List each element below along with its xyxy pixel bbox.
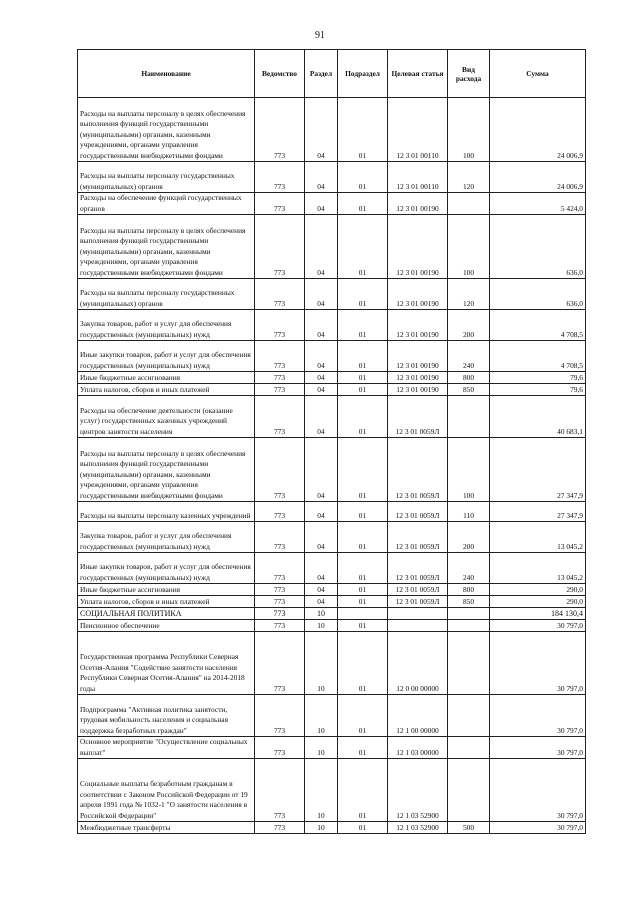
- row-kind: 240: [448, 553, 490, 584]
- row-kind: [448, 632, 490, 695]
- table-row: [78, 372, 586, 384]
- table-row: [78, 341, 586, 372]
- row-section: 04: [305, 596, 338, 608]
- row-name: Государственная программа Республики Северная Осетия-Алания "Содействие занятости населения Республики Северная Осетия-Алания" на 2014-2018 годы: [78, 632, 255, 695]
- row-kind: [448, 193, 490, 215]
- row-section: 04: [305, 98, 338, 162]
- row-section: 04: [305, 372, 338, 384]
- row-article: 12 3 01 00190: [388, 215, 448, 279]
- row-section: 10: [305, 759, 338, 822]
- row-kind: 120: [448, 279, 490, 310]
- header-sum: Сумма: [490, 50, 586, 98]
- row-dept: 773: [255, 737, 305, 759]
- row-article: 12 1 00 00000: [388, 695, 448, 737]
- row-dept: 773: [255, 596, 305, 608]
- row-kind: 200: [448, 522, 490, 553]
- row-kind: 500: [448, 822, 490, 834]
- row-article: 12 3 01 0059Л: [388, 438, 448, 502]
- row-kind: 110: [448, 502, 490, 522]
- row-dept: 773: [255, 822, 305, 834]
- row-sum: 79,6: [490, 384, 586, 396]
- row-kind: [448, 608, 490, 620]
- row-subsection: 01: [338, 438, 388, 502]
- row-subsection: 01: [338, 396, 388, 438]
- row-kind: [448, 759, 490, 822]
- row-kind: 850: [448, 384, 490, 396]
- row-subsection: 01: [338, 372, 388, 384]
- table-row: [78, 438, 586, 502]
- table-row: [78, 759, 586, 822]
- row-sum: 636,0: [490, 279, 586, 310]
- row-kind: 100: [448, 98, 490, 162]
- row-sum: 30 797,0: [490, 632, 586, 695]
- row-sum: 13 045,2: [490, 522, 586, 553]
- row-sum: 79,6: [490, 372, 586, 384]
- row-subsection: 01: [338, 632, 388, 695]
- row-name: Расходы на выплаты персоналу государственных (муниципальных) органов: [78, 162, 255, 193]
- row-subsection: 01: [338, 310, 388, 341]
- table-row: [78, 279, 586, 310]
- row-dept: 773: [255, 522, 305, 553]
- row-section: 10: [305, 695, 338, 737]
- row-dept: 773: [255, 215, 305, 279]
- row-article: 12 3 01 0059Л: [388, 522, 448, 553]
- row-name: Расходы на выплаты персоналу казенных учреждений: [78, 502, 255, 522]
- row-section: 04: [305, 310, 338, 341]
- row-dept: 773: [255, 279, 305, 310]
- row-section: 10: [305, 620, 338, 632]
- row-subsection: 01: [338, 759, 388, 822]
- row-section: 10: [305, 737, 338, 759]
- row-sum: 636,0: [490, 215, 586, 279]
- row-dept: 773: [255, 372, 305, 384]
- row-kind: [448, 396, 490, 438]
- row-sum: 30 797,0: [490, 737, 586, 759]
- row-section: 04: [305, 162, 338, 193]
- row-sum: 40 683,1: [490, 396, 586, 438]
- row-section: 04: [305, 438, 338, 502]
- table-row: [78, 553, 586, 584]
- table-row: [78, 310, 586, 341]
- row-section: 04: [305, 584, 338, 596]
- row-name: Расходы на выплаты персоналу государственных (муниципальных) органов: [78, 279, 255, 310]
- row-section: 10: [305, 608, 338, 620]
- row-dept: 773: [255, 553, 305, 584]
- row-subsection: 01: [338, 620, 388, 632]
- row-article: 12 3 01 00110: [388, 98, 448, 162]
- row-subsection: 01: [338, 502, 388, 522]
- row-dept: 773: [255, 162, 305, 193]
- row-article: 12 3 01 00190: [388, 310, 448, 341]
- row-dept: 773: [255, 608, 305, 620]
- row-sum: 4 708,5: [490, 310, 586, 341]
- row-article: 12 1 03 52900: [388, 822, 448, 834]
- row-kind: 200: [448, 310, 490, 341]
- row-section: 10: [305, 822, 338, 834]
- header-section: Раздел: [305, 50, 338, 98]
- row-name: Расходы на выплаты персоналу в целях обеспечения выполнения функций государственными (муниципальными) органами, казенными учреждениями, органами управления государственными внебюджетными фондами: [78, 215, 255, 279]
- row-subsection: 01: [338, 822, 388, 834]
- row-subsection: 01: [338, 553, 388, 584]
- row-dept: 773: [255, 341, 305, 372]
- row-name: Основное мероприятие "Осуществление социальных выплат": [78, 737, 255, 759]
- row-sum: 30 797,0: [490, 759, 586, 822]
- row-section: 04: [305, 215, 338, 279]
- row-dept: 773: [255, 620, 305, 632]
- row-subsection: 01: [338, 695, 388, 737]
- row-sum: 290,0: [490, 596, 586, 608]
- table-header-row: [78, 50, 586, 98]
- row-article: 12 1 03 52900: [388, 759, 448, 822]
- row-sum: 184 130,4: [490, 608, 586, 620]
- row-subsection: 01: [338, 584, 388, 596]
- row-article: 12 3 01 0059Л: [388, 553, 448, 584]
- row-sum: 27 347,9: [490, 502, 586, 522]
- table-row: [78, 632, 586, 695]
- row-subsection: [338, 608, 388, 620]
- row-section: 04: [305, 341, 338, 372]
- row-dept: 773: [255, 438, 305, 502]
- table-row: [78, 822, 586, 834]
- row-kind: 850: [448, 596, 490, 608]
- table-row: [78, 384, 586, 396]
- row-dept: 773: [255, 632, 305, 695]
- row-sum: 30 797,0: [490, 620, 586, 632]
- row-section: 04: [305, 396, 338, 438]
- row-sum: 24 006,9: [490, 98, 586, 162]
- row-name: Расходы на обеспечение деятельности (оказание услуг) государственных казенных учреждений центров занятости населения: [78, 396, 255, 438]
- row-name: Расходы на выплаты персоналу в целях обеспечения выполнения функций государственными (муниципальными) органами, казенными учреждениями, органами управления государственными внебюджетными фондами: [78, 98, 255, 162]
- row-subsection: 01: [338, 384, 388, 396]
- row-section: 10: [305, 632, 338, 695]
- row-sum: 13 045,2: [490, 553, 586, 584]
- table-row: [78, 502, 586, 522]
- header-dept: Ведомство: [255, 50, 305, 98]
- row-name: Иные закупки товаров, работ и услуг для обеспечения государственных (муниципальных) нужд: [78, 553, 255, 584]
- row-section: 04: [305, 279, 338, 310]
- header-name: Наименование: [78, 50, 255, 98]
- row-sum: 5 424,0: [490, 193, 586, 215]
- row-subsection: 01: [338, 596, 388, 608]
- table-row: [78, 396, 586, 438]
- row-name: Иные закупки товаров, работ и услуг для обеспечения государственных (муниципальных) нужд: [78, 341, 255, 372]
- row-dept: 773: [255, 695, 305, 737]
- table-row: [78, 737, 586, 759]
- row-kind: 100: [448, 215, 490, 279]
- row-name: Иные бюджетные ассигнования: [78, 372, 255, 384]
- row-name: Расходы на обеспечение функций государственных органов: [78, 193, 255, 215]
- row-kind: 800: [448, 584, 490, 596]
- row-dept: 773: [255, 193, 305, 215]
- row-name: Закупка товаров, работ и услуг для обеспечения государственных (муниципальных) нужд: [78, 310, 255, 341]
- row-section: 04: [305, 502, 338, 522]
- table-row: [78, 522, 586, 553]
- row-subsection: 01: [338, 98, 388, 162]
- row-article: [388, 620, 448, 632]
- row-name: Уплата налогов, сборов и иных платежей: [78, 596, 255, 608]
- table-row: [78, 695, 586, 737]
- table-row: [78, 608, 586, 620]
- row-name: Иные бюджетные ассигнования: [78, 584, 255, 596]
- table-row: [78, 98, 586, 162]
- row-sum: 4 708,5: [490, 341, 586, 372]
- row-article: 12 3 01 00190: [388, 341, 448, 372]
- row-subsection: 01: [338, 737, 388, 759]
- row-name: Закупка товаров, работ и услуг для обеспечения государственных (муниципальных) нужд: [78, 522, 255, 553]
- table-row: [78, 193, 586, 215]
- row-section: 04: [305, 553, 338, 584]
- page-number: 91: [315, 30, 325, 41]
- row-name: Расходы на выплаты персоналу в целях обеспечения выполнения функций государственными (муниципальными) органами, казенными учреждениями, органами управления государственными внебюджетными фондами: [78, 438, 255, 502]
- row-sum: 27 347,9: [490, 438, 586, 502]
- row-sum: 30 797,0: [490, 822, 586, 834]
- row-article: 12 3 01 0059Л: [388, 596, 448, 608]
- table-row: [78, 215, 586, 279]
- row-sum: 24 006,9: [490, 162, 586, 193]
- row-name: Уплата налогов, сборов и иных платежей: [78, 384, 255, 396]
- row-kind: 800: [448, 372, 490, 384]
- row-kind: [448, 737, 490, 759]
- row-kind: 120: [448, 162, 490, 193]
- row-subsection: 01: [338, 215, 388, 279]
- row-subsection: 01: [338, 522, 388, 553]
- row-dept: 773: [255, 310, 305, 341]
- row-dept: 773: [255, 584, 305, 596]
- row-name: Подпрограмма "Активная политика занятости, трудовая мобильность населения и социальная поддержка безработных граждан": [78, 695, 255, 737]
- row-section: 04: [305, 193, 338, 215]
- row-dept: 773: [255, 98, 305, 162]
- row-kind: [448, 620, 490, 632]
- row-subsection: 01: [338, 279, 388, 310]
- row-article: 12 3 01 00190: [388, 279, 448, 310]
- row-name: Пенсионное обеспечение: [78, 620, 255, 632]
- row-name: Межбюджетные трансферты: [78, 822, 255, 834]
- table-row: [78, 584, 586, 596]
- row-subsection: 01: [338, 162, 388, 193]
- row-article: 12 3 01 0059Л: [388, 584, 448, 596]
- row-dept: 773: [255, 396, 305, 438]
- row-sum: 30 797,0: [490, 695, 586, 737]
- budget-table: [77, 49, 586, 834]
- row-article: 12 3 01 0059Л: [388, 396, 448, 438]
- table-row: [78, 162, 586, 193]
- header-article: Целевая статья: [388, 50, 448, 98]
- row-section: 04: [305, 522, 338, 553]
- row-kind: 100: [448, 438, 490, 502]
- row-article: 12 0 00 00000: [388, 632, 448, 695]
- row-article: 12 3 01 00190: [388, 384, 448, 396]
- table-row: [78, 620, 586, 632]
- table-row: [78, 596, 586, 608]
- row-article: 12 3 01 00190: [388, 372, 448, 384]
- row-dept: 773: [255, 502, 305, 522]
- header-kind: Вид расхода: [448, 50, 490, 98]
- row-sum: 290,0: [490, 584, 586, 596]
- row-section: 04: [305, 384, 338, 396]
- row-article: [388, 608, 448, 620]
- row-article: 12 1 03 00000: [388, 737, 448, 759]
- row-article: 12 3 01 0059Л: [388, 502, 448, 522]
- row-name: Социальные выплаты безработным гражданам в соответствии с Законом Российской Федерации от 19 апреля 1991 года № 1032-1 "О занятости населения в Российской Федерации": [78, 759, 255, 822]
- row-dept: 773: [255, 384, 305, 396]
- header-subsection: Подраздел: [338, 50, 388, 98]
- row-subsection: 01: [338, 193, 388, 215]
- row-kind: 240: [448, 341, 490, 372]
- row-name: СОЦИАЛЬНАЯ ПОЛИТИКА: [78, 608, 255, 620]
- row-article: 12 3 01 00190: [388, 193, 448, 215]
- row-dept: 773: [255, 759, 305, 822]
- row-kind: [448, 695, 490, 737]
- row-article: 12 3 01 00110: [388, 162, 448, 193]
- row-subsection: 01: [338, 341, 388, 372]
